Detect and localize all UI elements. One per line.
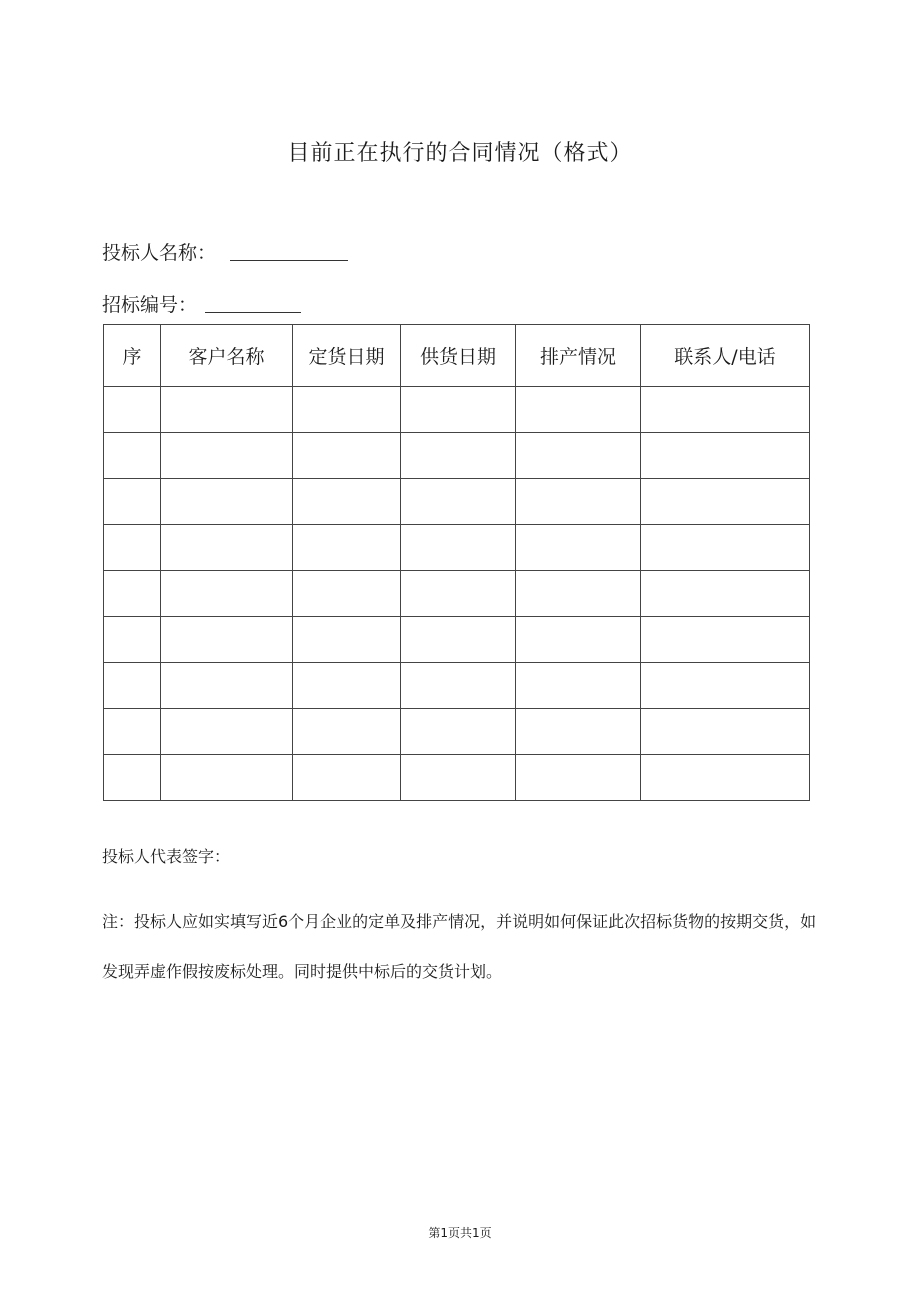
table-cell[interactable] [104,663,161,709]
header-customer-name: 客户名称 [161,325,293,387]
table-cell[interactable] [161,755,293,801]
table-cell[interactable] [161,663,293,709]
table-cell[interactable] [516,709,641,755]
tender-number-blank[interactable] [205,311,301,313]
table-cell[interactable] [401,387,516,433]
table-cell[interactable] [161,387,293,433]
header-order-date: 定货日期 [293,325,401,387]
table-cell[interactable] [161,709,293,755]
table-cell[interactable] [641,663,810,709]
table-cell[interactable] [516,755,641,801]
table-cell[interactable] [516,571,641,617]
table-cell[interactable] [641,709,810,755]
table-cell[interactable] [641,525,810,571]
bidder-name-field [102,238,348,265]
tender-number-label: 招标编号： [102,294,198,316]
table-cell[interactable] [401,571,516,617]
table-cell[interactable] [641,433,810,479]
table-cell[interactable] [641,571,810,617]
signature-label: 投标人代表签字： [102,847,231,866]
table-cell[interactable] [104,525,161,571]
header-serial: 序 [104,325,161,387]
note-paragraph: 注：投标人应如实填写近6个月企业的定单及排产情况，并说明如何保证此次招标货物的按期交货，如发现弄虚作假按废标处理。同时提供中标后的交货计划。 [102,912,817,981]
table-cell[interactable] [104,479,161,525]
table-cell[interactable] [104,755,161,801]
table-cell[interactable] [161,525,293,571]
table-header-row [104,325,810,387]
table-cell[interactable] [104,433,161,479]
header-contact-phone: 联系人/电话 [641,325,810,387]
table-cell[interactable] [401,433,516,479]
bidder-name-label: 投标人名称： [102,242,217,264]
table-row [104,525,810,571]
table-cell[interactable] [293,571,401,617]
bidder-name-blank[interactable] [230,259,348,261]
contracts-table [103,324,810,801]
document-title: 目前正在执行的合同情况（格式） [287,141,633,166]
table-cell[interactable] [516,663,641,709]
table-cell[interactable] [401,479,516,525]
table-cell[interactable] [516,479,641,525]
table-cell[interactable] [293,387,401,433]
table-cell[interactable] [641,387,810,433]
table-row [104,571,810,617]
table-cell[interactable] [104,571,161,617]
table-cell[interactable] [293,525,401,571]
table-row [104,709,810,755]
table-cell[interactable] [161,571,293,617]
table-cell[interactable] [401,617,516,663]
table-row [104,617,810,663]
table-cell[interactable] [293,755,401,801]
table-cell[interactable] [293,479,401,525]
page-footer: 第1页共1页 [428,1226,492,1240]
header-delivery-date: 供货日期 [401,325,516,387]
table-row [104,387,810,433]
table-cell[interactable] [401,525,516,571]
table-cell[interactable] [293,433,401,479]
table-cell[interactable] [401,755,516,801]
table-cell[interactable] [104,387,161,433]
header-production-schedule: 排产情况 [516,325,641,387]
table-row [104,479,810,525]
table-cell[interactable] [104,709,161,755]
table-cell[interactable] [401,709,516,755]
table-cell[interactable] [516,387,641,433]
table-cell[interactable] [161,479,293,525]
table-cell[interactable] [516,433,641,479]
table-cell[interactable] [293,709,401,755]
table-cell[interactable] [641,755,810,801]
table-cell[interactable] [293,663,401,709]
table-row [104,433,810,479]
table-cell[interactable] [401,663,516,709]
table-cell[interactable] [516,617,641,663]
table-cell[interactable] [161,617,293,663]
table-cell[interactable] [641,479,810,525]
table-cell[interactable] [641,617,810,663]
tender-number-field [102,290,301,317]
table-cell[interactable] [161,433,293,479]
table-cell[interactable] [293,617,401,663]
table-cell[interactable] [516,525,641,571]
table-row [104,755,810,801]
table-row [104,663,810,709]
table-cell[interactable] [104,617,161,663]
